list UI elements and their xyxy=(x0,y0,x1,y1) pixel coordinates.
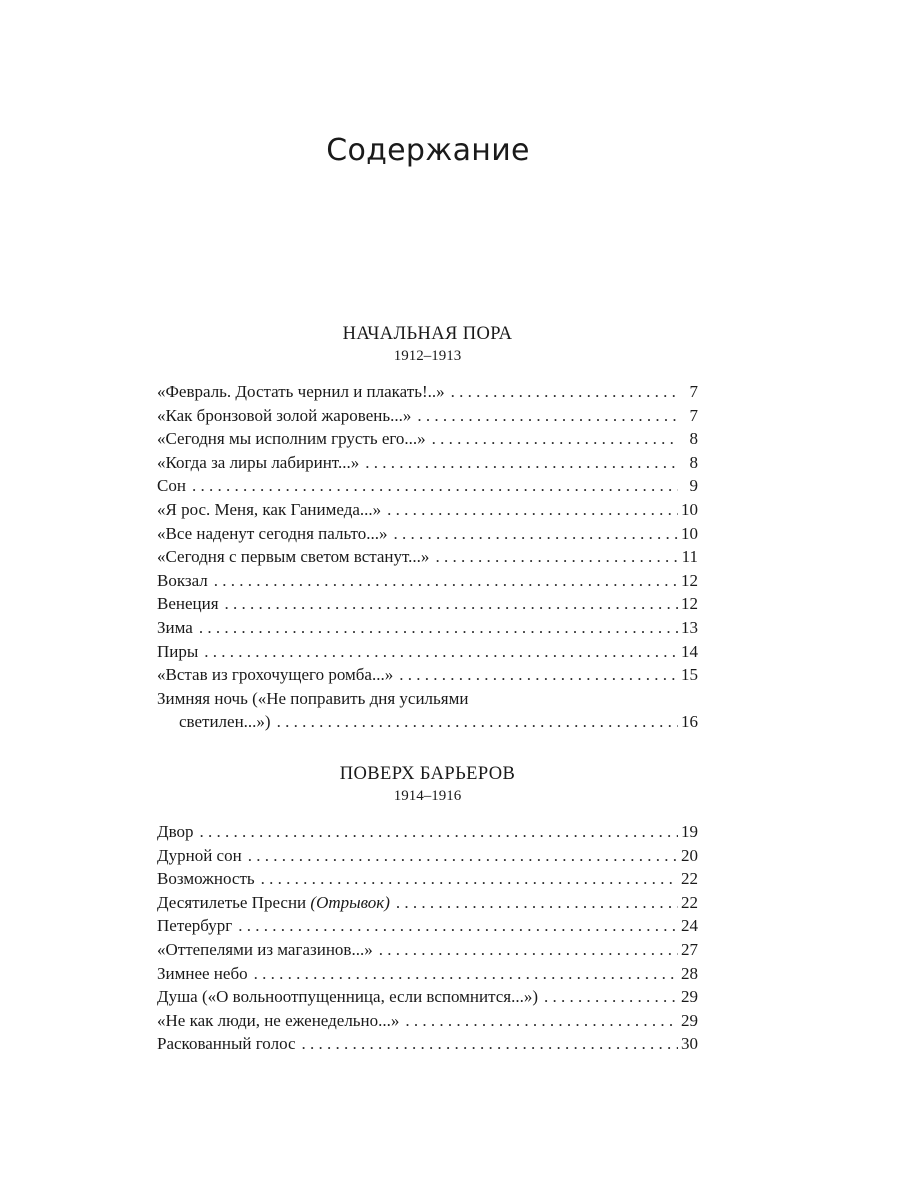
toc-entry[interactable] xyxy=(157,616,698,640)
dot-leader xyxy=(232,914,678,938)
dot-leader xyxy=(248,962,678,986)
entry-page-number: 14 xyxy=(681,641,698,661)
entry-title: Возможность xyxy=(157,869,255,889)
dot-leader xyxy=(242,844,678,868)
toc-entry[interactable] xyxy=(157,891,698,915)
entry-page-number: 9 xyxy=(689,476,698,496)
toc-entry[interactable] xyxy=(157,427,698,451)
toc-entry[interactable] xyxy=(157,1032,698,1056)
toc-entry[interactable] xyxy=(157,820,698,844)
entry-page-number: 22 xyxy=(681,869,698,889)
toc-entry[interactable] xyxy=(157,867,698,891)
entry-title: «Не как люди, не еженедельно...» xyxy=(157,1010,400,1030)
dot-leader xyxy=(194,820,678,844)
entry-page-number: 19 xyxy=(681,822,698,841)
entry-page-number: 29 xyxy=(681,1010,698,1030)
entry-page-number: 7 xyxy=(689,405,698,425)
entry-title: Раскованный голос xyxy=(157,1034,296,1054)
entry-page-number: 16 xyxy=(681,712,698,732)
entry-title: Сон xyxy=(157,476,186,496)
section-years: 1912–1913 xyxy=(393,348,462,364)
entry-page-number: 8 xyxy=(689,452,698,472)
entry-page-number: 11 xyxy=(681,547,698,567)
entry-title: Дурной сон xyxy=(157,845,242,865)
entry-title: Зимнее небо xyxy=(157,963,248,983)
toc-entry[interactable] xyxy=(157,498,698,522)
section-heading: ПОВЕРХ БАРЬЕРОВ xyxy=(339,764,516,784)
dot-leader xyxy=(296,1032,678,1056)
section-heading: НАЧАЛЬНАЯ ПОРА xyxy=(342,324,513,344)
toc-entry[interactable] xyxy=(157,451,698,475)
entry-page-number: 7 xyxy=(689,382,698,401)
entry-title: «Я рос. Меня, как Ганимеда...» xyxy=(157,499,382,519)
entry-page-number: 22 xyxy=(681,892,698,912)
entry-title-main: Десятилетье Пресни xyxy=(157,892,307,912)
dot-leader xyxy=(381,498,678,522)
entry-title xyxy=(157,891,390,915)
entry-title: «Оттепелями из магазинов...» xyxy=(157,939,373,959)
entry-page-number: 30 xyxy=(681,1034,698,1054)
entry-title: «Февраль. Достать чернил и плакать!..» xyxy=(157,382,445,401)
entry-page-number: 13 xyxy=(681,617,698,637)
entry-page-number: 10 xyxy=(681,499,698,519)
entry-page-number: 24 xyxy=(681,916,698,936)
toc-entry[interactable] xyxy=(157,569,698,593)
dot-leader xyxy=(445,380,678,404)
section-nachalnaya-pora xyxy=(157,322,698,734)
toc-entry[interactable] xyxy=(157,404,698,428)
entry-title: «Встав из грохочущего ромба...» xyxy=(157,665,394,685)
toc-entry[interactable] xyxy=(157,522,698,546)
entry-page-number: 29 xyxy=(681,987,698,1007)
dot-leader xyxy=(393,663,678,687)
dot-leader xyxy=(193,616,678,640)
toc-entry[interactable] xyxy=(157,474,698,498)
toc-entry[interactable] xyxy=(157,962,698,986)
toc-entry[interactable] xyxy=(157,545,698,569)
dot-leader xyxy=(255,867,678,891)
section-years: 1914–1916 xyxy=(393,788,462,804)
dot-leader xyxy=(429,545,678,569)
toc-entry[interactable] xyxy=(157,380,698,404)
dot-leader xyxy=(198,640,678,664)
dot-leader xyxy=(411,404,678,428)
toc-entry[interactable] xyxy=(157,640,698,664)
dot-leader xyxy=(359,451,678,475)
entry-title: Венеция xyxy=(157,594,219,614)
entry-title: Душа («О вольноотпущенница, если вспомнится...») xyxy=(157,987,539,1007)
dot-leader xyxy=(426,427,678,451)
dot-leader xyxy=(390,891,678,915)
entry-page-number: 27 xyxy=(681,939,698,959)
toc-entry[interactable] xyxy=(157,938,698,962)
entry-title: «Когда за лиры лабиринт...» xyxy=(157,452,360,472)
entry-title-line-1: Зимняя ночь («Не поправить дня усильями xyxy=(157,688,469,708)
dot-leader xyxy=(373,938,678,962)
entry-page-number: 8 xyxy=(689,429,698,449)
entry-title: «Как бронзовой золой жаровень...» xyxy=(157,405,412,425)
dot-leader xyxy=(219,592,678,616)
entry-title: «Все наденут сегодня пальто...» xyxy=(157,523,388,543)
toc-entry[interactable] xyxy=(157,1009,698,1033)
dot-leader xyxy=(186,474,678,498)
entry-page-number: 10 xyxy=(681,523,698,543)
toc-entry[interactable] xyxy=(157,985,698,1009)
dot-leader xyxy=(538,985,678,1009)
dot-leader xyxy=(399,1009,678,1033)
toc-entry[interactable] xyxy=(157,844,698,868)
toc-entry[interactable] xyxy=(157,663,698,687)
entry-page-number: 28 xyxy=(681,963,698,983)
entry-title: Вокзал xyxy=(157,570,208,590)
toc-entry[interactable] xyxy=(157,592,698,616)
entry-title: Двор xyxy=(157,822,194,841)
entry-title: Зима xyxy=(157,617,193,637)
entry-title-line-2: светилен...») xyxy=(179,712,271,732)
entry-title: Пиры xyxy=(157,641,199,661)
dot-leader xyxy=(208,569,678,593)
toc-entry[interactable] xyxy=(157,914,698,938)
dot-leader xyxy=(271,710,678,734)
entry-page-number: 12 xyxy=(681,570,698,590)
entry-title: «Сегодня с первым светом встанут...» xyxy=(157,547,430,567)
toc-entry[interactable] xyxy=(157,687,698,734)
entry-page-number: 15 xyxy=(681,665,698,685)
entry-title: Петербург xyxy=(157,916,233,936)
section-poverkh-barerov xyxy=(157,762,698,1056)
page-title: Содержание xyxy=(326,133,530,168)
entry-subtitle: (Отрывок) xyxy=(310,892,390,912)
dot-leader xyxy=(388,522,678,546)
entry-page-number: 20 xyxy=(681,845,698,865)
entry-title: «Сегодня мы исполним грусть его...» xyxy=(157,429,426,449)
entry-page-number: 12 xyxy=(681,594,698,614)
